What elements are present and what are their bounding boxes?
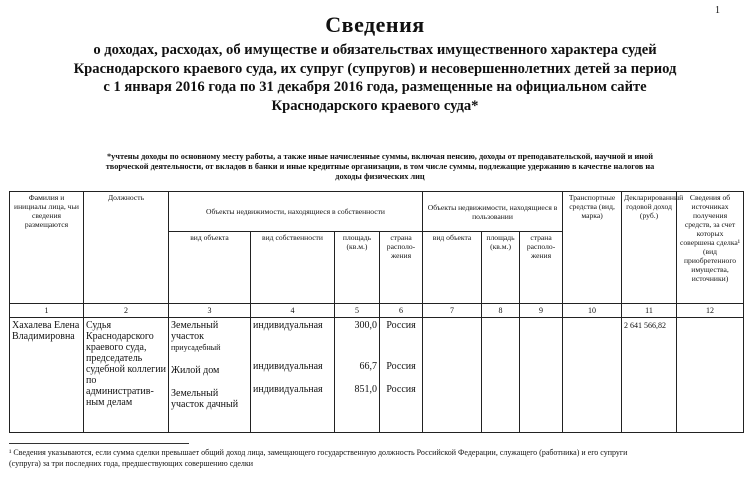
- header-used-group: Объекты недвижимости, находящиеся в пользовании: [423, 192, 563, 232]
- header-owned-group: Объекты недвижимости, находящиеся в собственности: [169, 192, 423, 232]
- used-object-area: [482, 318, 520, 433]
- header-used-area: площадь (кв.м.): [482, 232, 520, 304]
- note-line: творческой деятельности, от вкладов в банки и иные кредитные организации, в том числе суммы, подлежащие удержанию в качестве налогов на: [105, 162, 655, 171]
- ownership-type: индивидуальная: [253, 384, 323, 395]
- column-number: 3: [169, 304, 251, 318]
- subtitle-line: с 1 января 2016 года по 31 декабря 2016 года, размещенные на официальном сайте: [103, 79, 647, 95]
- person-name: Хахалева Елена Владимировна: [10, 318, 84, 433]
- subtitle-line: Краснодарского краевого суда, их супруг (супругов) и несовершеннолетних детей за период: [73, 60, 677, 77]
- object-type: Земельный участок дачный: [171, 388, 239, 410]
- owned-areas: [335, 318, 380, 433]
- column-numbers-row: [10, 304, 744, 318]
- ownership-type: индивидуальная: [253, 361, 323, 372]
- header-position: Должность: [84, 192, 169, 304]
- declaration-table: [9, 191, 744, 433]
- header-sources: Сведения об источниках получения средств, за счет которых совершена сделка¹ (вид приобретенного имущества, источники): [677, 192, 744, 304]
- column-number: 5: [335, 304, 380, 318]
- owned-countries: [380, 318, 423, 433]
- used-object-type: [423, 318, 482, 433]
- column-number: 1: [10, 304, 84, 318]
- subtitle-line: о доходах, расходах, об имуществе и обязательствах имущественного характера судей: [93, 42, 657, 58]
- object-country: Россия: [386, 320, 416, 331]
- income-note: [40, 152, 720, 182]
- column-number: 11: [622, 304, 677, 318]
- object-country: Россия: [386, 361, 416, 372]
- object-subtype: приусадебный: [171, 343, 221, 352]
- sources-cell: [677, 318, 744, 433]
- person-position: Судья Краснодарского краевого суда, председатель судебной коллегии по административ-ным делам: [84, 318, 169, 433]
- declared-income: 2 641 566,82: [622, 318, 677, 433]
- column-number: 6: [380, 304, 423, 318]
- header-used-type: вид объекта: [423, 232, 482, 304]
- column-number: 10: [563, 304, 622, 318]
- column-number: 4: [251, 304, 335, 318]
- header-used-country: страна располо-жения: [520, 232, 563, 304]
- header-income: Декларированный годовой доход (руб.): [622, 192, 677, 304]
- owned-object-types: [169, 318, 251, 433]
- page-number: 1: [715, 5, 720, 16]
- table-row: [10, 318, 744, 433]
- object-type: Земельный участок: [171, 320, 219, 342]
- header-transport: Транспортные средства (вид, марка): [563, 192, 622, 304]
- object-area: 851,0: [354, 384, 377, 395]
- header-owned-country: страна располо-жения: [380, 232, 423, 304]
- object-type: Жилой дом: [171, 365, 220, 376]
- document-title: Сведения: [325, 12, 425, 37]
- owned-ownership-types: [251, 318, 335, 433]
- header-owned-area: площадь (кв.м.): [335, 232, 380, 304]
- header-owned-type: вид объекта: [169, 232, 251, 304]
- object-area: 66,7: [359, 361, 377, 372]
- note-line: доходы физических лиц: [335, 172, 425, 181]
- footnote-divider: [9, 443, 189, 444]
- object-country: Россия: [386, 384, 416, 395]
- column-number: 12: [677, 304, 744, 318]
- column-number: 9: [520, 304, 563, 318]
- footnote-line: ¹ Сведения указываются, если сумма сделки превышает общий доход лица, замещающего государственную должность Российской Федерации, служащего (работника) и его супруги: [9, 448, 628, 457]
- footnote-line: (супруга) за три последних года, предшествующих совершению сделки: [9, 459, 254, 468]
- note-line: *учтены доходы по основному месту работы, а также иные начисленные суммы, включая пенсию, доходы от преподавательской, научной и иной: [107, 152, 653, 161]
- footnote: [9, 447, 739, 469]
- transport-cell: [563, 318, 622, 433]
- column-number: 2: [84, 304, 169, 318]
- header-name: Фамилия и инициалы лица, чьи сведения размещаются: [10, 192, 84, 304]
- column-number: 7: [423, 304, 482, 318]
- document-subtitle: [20, 41, 730, 115]
- column-number: 8: [482, 304, 520, 318]
- ownership-type: индивидуальная: [253, 320, 323, 331]
- subtitle-line: Краснодарского краевого суда*: [271, 97, 479, 114]
- header-owned-ownership: вид собственности: [251, 232, 335, 304]
- object-area: 300,0: [354, 320, 377, 331]
- used-object-country: [520, 318, 563, 433]
